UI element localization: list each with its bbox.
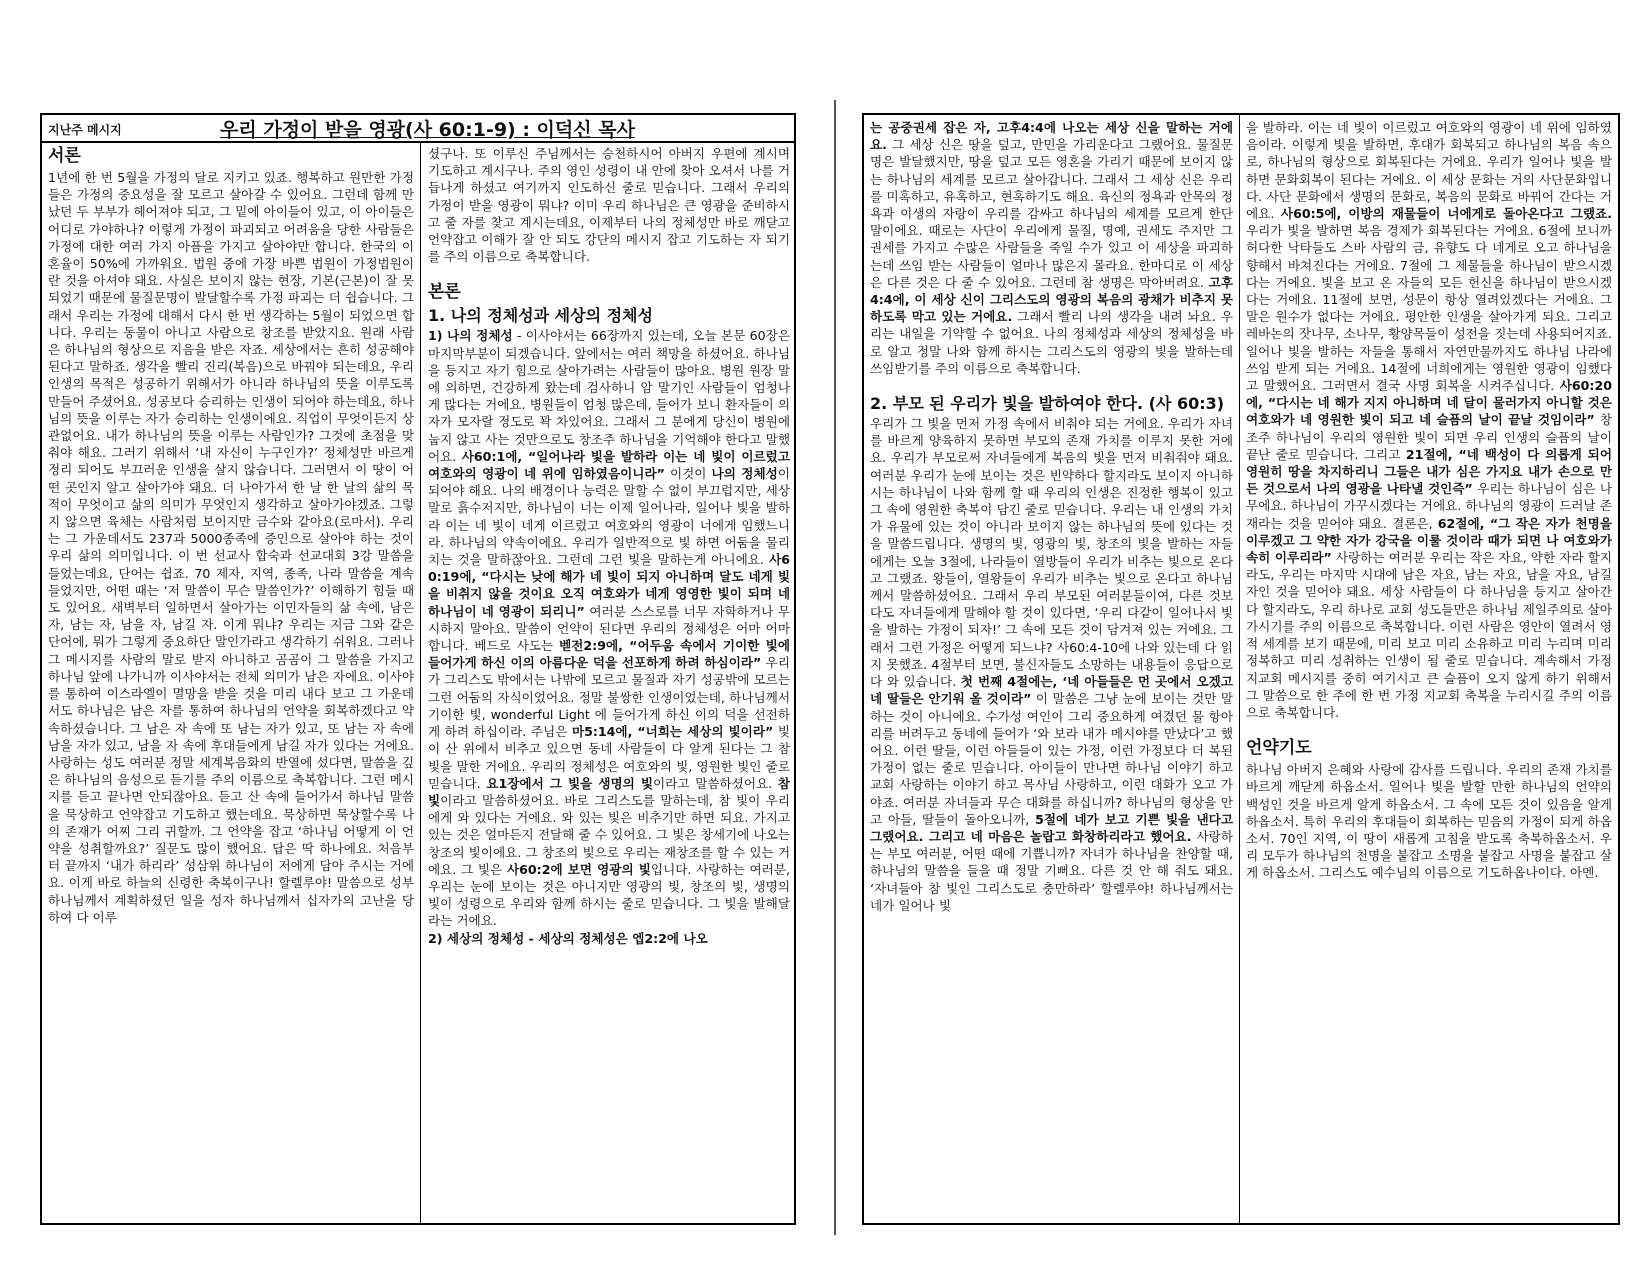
- bulletin-page-left: [40, 113, 796, 1225]
- page-header: [42, 115, 794, 143]
- emphasis-text: 사60:2에 보면 영광의 빛: [506, 861, 651, 877]
- point-label-my-identity: 1) 나의 정체성: [428, 328, 513, 344]
- column-intro: [48, 145, 414, 1221]
- scripture-quote: 21절에, “네 백성이 다 의롭게 되어 영원히 땅을 차지하리니 그들은 내가 심은 가지요 내가 손으로 만든 것으로서 나의 영광을 나타낼 것인즉”: [1246, 446, 1612, 497]
- scripture-quote: 첫 번째 4절에는, ‘네 아들들은 먼 곳에서 오겠고 네 딸들은 안기워 올 것이라”: [870, 674, 1233, 707]
- scripture-quote: 벧전2:9에, “어두움 속에서 기이한 빛에 들어가게 하신 이의 아름다운 덕을 선포하게 하려 하심이라”: [428, 638, 790, 671]
- emphasis-text: 참빛: [428, 775, 790, 808]
- prayer-paragraph: 하나님 아버지 은혜와 사랑에 감사를 드립니다. 우리의 존재 가치를 바르게 깨닫게 하옵소서. 일어나 빛을 발할 만한 하나님의 언약의 백성인 것을 바르게 알게 하옵소서. 그 속에 모든 것이 있음을 알게 하옵소서. 특히 우리의 후대들이 회복하는 믿음의 가정이 되게 하옵소서. 70인 지역, 이 땅이 새롭게 고침을 받도록 축복하옵소서. 우리 모두가 하나님의 천명을 붙잡고 소명을 붙잡고 사명을 붙잡고 살게 하옵소서. 그리스도 예수님의 이름으로 기도하옵나이다. 아멘.: [1246, 762, 1612, 881]
- column-divider: [420, 141, 421, 1223]
- section-heading-prayer: 언약기도: [1246, 738, 1312, 759]
- intro-paragraph: 1년에 한 번 5월을 가정의 달로 지키고 있죠. 행복하고 원만한 가정들은 가정의 중요성을 잘 모르고 살아갈 수 있어요. 그런데 함께 만났던 두 부부가 헤어져야 되고, 그 밑에 아이들이 있고, 이 아이들은 어디로 가야하나? 이렇게 가정이 파괴되고 어려움을 당한 사람들은 가정에 대한 여러 가지 아픔을 가지고 살아야만 합니다. 한국의 이혼율이 50%에 가까워요. 법원 중에 가장 바쁜 법원이 가정법원이란 것을 아셔야 돼요. 사실은 보이지 않는 현장, 기본(근본)이 잘 못 되었기 때문에 물질문명이 발달할수록 가정 파괴는 더 쉽습니다. 그래서 우리는 가정에 대해서 다시 한 번 생각하는 5월이 되었으면 합니다. 우리는 동물이 아니고 사람으로 창조를 받았지요. 원래 사람은 하나님의 형상으로 지음을 받은 자죠. 세상에서는 흔히 성공해야 된다고 말하죠. 생각을 빨리 진리(복음)으로 바꿔야 되는데요, 우리 인생의 목적은 성공하기 위해서가 아니라 하나님의 뜻을 이루도록 만들어 주셨어요. 성공보다 승리하는 인생이 되어야 하는데요, 하나님의 뜻을 이루는 자가 승리하는 인생이에요. 직업이 무엇이든지 상관없어요. 내가 하나님의 뜻을 이루는 사람인가? 그것에 초점을 맞춰야 해요. 그러기 위해서 ‘내 자신이 누구인가?’ 정체성만 바르게 정리 되어도 부끄러운 인생을 살지 않습니다. 그러면서 이 땅이 어떤 곳인지 알고 살아가야 돼요. 더 나아가서 한 날 한 날의 삶의 목적이 무엇이고 삶의 의미가 무엇인지 생각하고 살아가야겠죠. 그렇지 않으면 육체는 사람처럼 보이지만 금수와 같아요(로마서). 우리는 그 가운데서도 237과 5000종족에 증인으로 살아야 하는 것이 우리 삶의 의미입니다. 이 번 선교사 합숙과 선교대회 3강 말씀을 들었는데요, 단어는 쉽죠. 70 제자, 지역, 종족, 나라 말씀을 계속 들었지만, 어떤 때는 ‘저 말씀이 무슨 말씀인가?’ 이해하기 힘들 때도 있어요. 새벽부터 일하면서 살아가는 이민자들의 삶 속에, 남은 자, 남는 자, 남을 자, 남길 자. 이게 뭐냐? 우리는 지금 그와 같은 단어에, 뭐가 그렇게 중요하단 말인가라고 생각하기 쉬워요. 그러나 그 메시지를 사람의 말로 받지 아니하고 곰곰이 그 말씀을 가지고 하나님 앞에 나가니까 이사야서는 전체 의미가 남은 자에요. 이사야를 통하여 이스라엘이 멸망을 받을 것을 미리 내다 보고 그 가운데서도 하나님은 남은 자를 통하여 하나님의 언약을 회복하겠다고 약속하셨습니다. 그 남은 자 속에 또 남는 자가 있고, 또 남는 자 속에 남을 자가 있고, 남을 자 속에 후대들에게 남길 자가 있다는 거에요. 사랑하는 성도 여러분 정말 세계복음화의 반열에 섰다면, 말씀을 깊은 하나님의 음성으로 듣기를 주의 이름으로 축복합니다. 그런 메시지를 듣고 끝나면 안되잖아요. 듣고 산 속에 들어가서 하나님 말씀을 묵상하고 언약잡고 기도하고 했는데요. 묵상하면 묵상할수록 나의 존재가 어찌 그리 귀할까. 그 언약을 잡고 ‘하나님 어떻게 이 언약을 성취할까요?’ 질문도 많이 했어요. 답은 딱 하나에요. 처음부터 끝까지 ‘내가 하리라’ 성삼위 하나님이 저에게 담아 주시는 거에요. 이게 바로 하늘의 신령한 축복이구나! 할렐루야! 말씀으로 성부 하나님께서 계획하셨던 일을 성자 하나님께서 십자가의 고난을 당하여 다 이루: [48, 170, 414, 925]
- header-label: 지난주 메시지: [48, 123, 122, 137]
- scripture-quote: 는 공중권세 잡은 자, 고후4:4에 나오는 세상 신을 말하는 거에요.: [870, 120, 1233, 153]
- subheading-identity: 1. 나의 정체성과 세상의 정체성: [428, 306, 653, 326]
- column-body-1: [428, 145, 790, 1221]
- column-body-2: [870, 119, 1233, 1221]
- section-heading-intro: 서론: [48, 146, 81, 166]
- subheading-parents: 2. 부모 된 우리가 빛을 발하여야 한다. (사 60:3): [870, 394, 1225, 414]
- intro-continued-paragraph: 셨구나. 또 이루신 주님께서는 승천하시어 아버지 우편에 계시며 기도하고 계시구나. 주의 영인 성령이 내 안에 찾아 오셔서 나를 거듭나게 하셨고 여기까지 인도하신 줄로 믿습니다. 그래서 우리의 가정이 받을 영광이 뭐냐? 이미 우리 하나님은 큰 영광을 준비하시고 줄 자를 찾고 계시는데요, 이제부터 나의 정체성만 바로 깨닫고 언약잡고 이해가 잘 안 되도 강단의 메시지 잡고 기도하는 자 되기를 주의 이름으로 축복합니다.: [428, 146, 790, 265]
- sermon-title: 우리 가정이 받을 영광(사 60:1-9) : 이덕신 목사: [220, 119, 635, 141]
- identity-paragraph: 1) 나의 정체성 - 이사야서는 66장까지 있는데, 오늘 본문 60장은 마지막부분이 되겠습니다. 앞에서는 여러 책망을 하셨어요. 하나님을 등지고 자기 힘으로 살아가려는 사람들이 많아요. 병원 원장 말에 의하면, 건강하게 왔는데 검사하니 암 말기인 사람들이 엄청나게 많다는 거에요. 병원들이 엄청 많은데, 들어가 보니 환자들이 의자가 모자랄 정도로 꽉 차있어요. 그래서 그 분에게 당신이 병원에 눕지 않고 사는 것만으로도 창조주 하나님을 기억해야 한다고 말했어요. 사60:1에, “일어나라 빛을 발하라 이는 네 빛이 이르렀고 여호와의 영광이 네 위에 임하였음이니라” 이것이 나의 정체성이 되어야 해요. 나의 배경이나 능력은 말할 수 없이 부끄럽지만, 세상 말로 흙수저지만, 하나님이 너는 이제 일어나라, 일어나 빛을 발하라 이는 네 빛이 네게 이르렀고 여호와의 영광이 너에게 임했느니라. 하나님의 약속이에요. 우리가 일반적으로 빛 하면 어둠을 물리치는 것을 말하잖아요. 그런데 그런 빛을 말하는게 아니에요. 사60:19에, “다시는 낮에 해가 네 빛이 되지 아니하며 달도 네게 빛을 비취지 않을 것이요 오직 여호와가 네게 영영한 빛이 되며 네 하나님이 네 영광이 되리니” 여러분 스스로를 너무 자학하거나 무시하지 말아요. 말씀이 언약이 된다면 우리의 정체성은 어마 어마 합니다. 베드로 사도는 벧전2:9에, “어두움 속에서 기이한 빛에 들어가게 하신 이의 아름다운 덕을 선포하게 하려 하심이라” 우리가 그리스도 밖에서는 나밖에 모르고 물질과 자기 성공밖에 모르는 그런 어둠의 자식이었어요. 정말 불쌍한 인생이었는데, 하나님께서 기이한 빛, wonderful Light 에 들어가게 하신 이의 덕을 선전하게 하려 하십이라. 주님은 마5:14에, “너희는 세상의 빛이라” 빛이 산 위에서 비추고 있으면 동네 사람들이 다 알게 된다는 그 참 빛을 말한 거에요. 우리의 정체성은 여호와의 빛, 영원한 빛인 줄로 믿습니다. 요1장에서 그 빛을 생명의 빛이라고 말씀하셨어요. 참빛이라고 말씀하셨어요. 바로 그리스도를 말하는데, 참 빛이 우리에게 와 있다는 거에요. 와 있는 빛은 비추기만 하면 되요. 가지고 있는 것은 얼마든지 전달해 줄 수 있어요. 그 빛은 창세기에 나오는 창조의 빛이에요. 그 창조의 빛으로 우리는 재창조를 할 수 있는 거에요. 그 빛은 사60:2에 보면 영광의 빛입니다. 사랑하는 여러분, 우리는 눈에 보이는 것은 아니지만 영광의 빛, 창조의 빛, 생명의 빛이 성령으로 우리와 함께 하시는 줄로 믿습니다. 그 빛을 발해달라는 거에요.: [428, 328, 790, 929]
- scripture-quote: 고후4:4에, 이 세상 신이 그리스도의 영광의 복음의 광채가 비추지 못하도록 막고 있는 거에요.: [870, 274, 1233, 325]
- emphasis-text: 나의 정체성: [711, 466, 778, 482]
- section-heading-body: 본론: [428, 282, 461, 303]
- scripture-quote: 마5:14에, “너희는 세상의 빛이라”: [571, 724, 774, 740]
- scripture-quote: 62절에, “그 작은 자가 천명을 이루겠고 그 약한 자가 강국을 이룰 것이라 때가 되면 나 여호와가 속히 이루리라”: [1246, 515, 1612, 566]
- world-identity-paragraph: 는 공중권세 잡은 자, 고후4:4에 나오는 세상 신을 말하는 거에요. 그 세상 신은 땅을 덮고, 만민을 가리운다고 그랬어요. 물질문명은 발달했지만, 땅을 덮고 모든 영혼을 가리기 때문에 보이지 않는 하나님의 세계를 모르고 살아갑니다. 그래서 그 세상 신은 우리를 미혹하고, 유혹하고, 현혹하기도 해요. 육신의 정욕과 안목의 정욕과 이생의 자랑이 우리를 감싸고 하나님의 세계를 모르게 한단 말이에요. 때로는 사단이 우리에게 물질, 명예, 권세도 주지만 그 권세를 가지고 수많은 사람들을 죽일 수가 있고 이 세상을 파괴하는데 쓰임 받는 사람들이 얼마나 많은지 몰라요. 한마디로 이 세상은 다른 것은 다 줄 수 있어요. 그런데 참 생명은 막아버려요. 고후4:4에, 이 세상 신이 그리스도의 영광의 복음의 광채가 비추지 못하도록 막고 있는 거에요. 그래서 빨리 나의 생각을 내려 놔요. 우리는 내일을 기약할 수 없어요. 나의 정체성과 세상의 정체성을 바로 알고 정말 나와 함께 하시는 그리스도의 영광의 빛을 발하는데 쓰임받기를 주의 이름으로 축복합니다.: [870, 120, 1233, 376]
- blessing-paragraph: 을 발하라. 이는 네 빛이 이르렀고 여호와의 영광이 네 위에 임하였음이라. 이렇게 빛을 발하면, 후대가 회복되고 하나님의 복음 속으로, 하나님의 형상으로 회복된다는 거에요. 우리가 일어나 빛을 발하면 문화회복이 된다는 거에요. 이 세상 문화는 거의 사단문화입니다. 사단 문화에서 생명의 문화로, 복음의 문화로 바꿔어 간다는 거에요. 사60:5에, 이방의 재물들이 너에게로 돌아온다고 그랬죠. 우리가 빛을 발하면 복음 경제가 회복된다는 거에요. 6절에 보니까 허다한 낙타들도 스바 사람의 금, 유향도 다 네게로 오고 하나님을 향해서 바쳐진다는 거에요. 7절에 그 제물들을 하나님이 받으시겠다는 거에요. 빛을 보고 온 자들의 모든 헌신을 하나님이 받으시겠다는 거에요. 11절에 보면, 성문이 항상 열려있겠다는 거에요. 그 말은 원수가 없다는 거에요. 평안한 인생을 살아가게 되요. 그리고 레바논의 잣나무, 소나무, 황양목들이 성전을 짓는데 사용되어지죠. 일어나 빛을 발하는 자들을 통해서 자연만물까지도 하나님 나라에 쓰임 받게 되는 거에요. 14절에 너희에게는 영원한 영광이 임했다고 말했어요. 그러면서 결국 사명 회복을 시켜주십니다. 사60:20에, “다시는 네 해가 지지 아니하며 네 달이 물러가지 아니할 것은 여호와가 네 영원한 빛이 되고 네 슬픔의 날이 끝날 것임이라” 창조주 하나님이 우리의 영원한 빛이 되면 우리 인생의 슬픔의 날이 끝난 줄로 믿습니다. 그리고 21절에, “네 백성이 다 의롭게 되어 영원히 땅을 차지하리니 그들은 내가 심은 가지요 내가 손으로 만든 것으로서 나의 영광을 나타낼 것인즉” 우리는 하나님이 심은 나무에요. 하나님이 가꾸시겠다는 거에요. 하나님의 영광이 드러날 존재라는 것을 믿어야 돼요. 결론은, 62절에, “그 작은 자가 천명을 이루겠고 그 약한 자가 강국을 이룰 것이라 때가 되면 나 여호와가 속히 이루리라” 사랑하는 여러분 우리는 작은 자요, 약한 자라 할지라도, 우리는 마지막 시대에 남은 자요, 남는 자요, 남을 자요, 남길 자인 것을 믿어야 돼요. 세상 사람들이 다 하나님을 등지고 살아간다 할지라도, 우리 하나로 교회 성도들만은 하나님 제일주의로 살아가시기를 주의 이름으로 축복합니다. 이런 사람은 영안이 열려서 영적 세계를 보기 때문에, 미리 보고 미리 소유하고 미리 누리며 미리 정복하고 미리 성취하는 인생이 될 줄로 믿습니다. 계속해서 가정 지교회 메시지를 중히 여기시고 큰 슬픔이 오지 않게 하기 위해서 그 말씀으로 한 주에 한 번 가정 지교회 축복을 누리시길 주의 이름으로 축복합니다.: [1246, 120, 1612, 720]
- column-body-3: [1246, 119, 1612, 1221]
- scripture-quote: 5절에 네가 보고 기쁜 빛을 낸다고 그랬어요. 그리고 네 마음은 놀랍고 화창하리라고 했어요.: [870, 811, 1233, 844]
- scripture-quote: 사60:20에, “다시는 네 해가 지지 아니하며 네 달이 물러가지 아니할 것은 여호와가 네 영원한 빛이 되고 네 슬픔의 날이 끝날 것임이라”: [1246, 378, 1612, 428]
- scripture-quote: 사60:19에, “다시는 낮에 해가 네 빛이 되지 아니하며 달도 네게 빛을 비취지 않을 것이요 오직 여호와가 네게 영영한 빛이 되며 네 하나님이 네 영광이 되리니”: [428, 552, 790, 619]
- scripture-quote: 사60:1에, “일어나라 빛을 발하라 이는 네 빛이 이르렀고 여호와의 영광이 네 위에 임하였음이니라”: [428, 448, 790, 482]
- emphasis-text: 요1장에서 그 빛을 생명의 빛: [486, 775, 654, 791]
- point-label-world-identity: 2) 세상의 정체성 - 세상의 정체성은 엡2:2에 나오: [428, 930, 708, 946]
- column-divider: [1239, 115, 1240, 1223]
- page-gutter: [834, 100, 836, 1235]
- parents-paragraph: 우리가 그 빛을 먼저 가정 속에서 비춰야 되는 거에요. 우리가 자녀를 바르게 양육하지 못하면 부모의 존재 가치를 이루지 못한 거에요. 우리가 부모로써 자녀들에게 복음의 빛을 먼저 비춰줘야 돼요. 여러분 우리가 눈에 보이는 것은 빈약하다 할지라도 보이지 아니하시는 하나님이 나와 함께 할 때 우리의 인생은 진정한 행복이 있고 그 속에 영원한 축복이 담긴 줄로 믿습니다. 우리는 내 인생의 가치가 유물에 있는 것이 아니라 보이지 않는 하나님의 뜻에 있다는 것을 말씀드립니다. 생명의 빛, 영광의 빛, 창조의 빛을 발하는 자들에게는 오늘 3절에, 나라들이 열방들이 우리가 비추는 빛으로 온다고 그랬죠. 왕들이, 열왕들이 우리가 비추는 빛으로 온다고 하나님께서 말씀하셨어요. 그래서 우리 부모된 여러분들이여, 다른 것보다도 자녀들에게 말해야 할 것이 있다면, ‘우리 다같이 일어나서 빛을 발하는 가정이 되자!’ 그 속에 모든 것이 담겨져 있는 거에요. 그래서 그런 가정은 어떻게 되느냐? 사60:4-10에 나와 있는데 다 읽지 못했죠. 4절부터 보면, 불신자들도 소망하는 내용들이 응답으로 다 와 있습니다. 첫 번째 4절에는, ‘네 아들들은 먼 곳에서 오겠고 네 딸들은 안기워 올 것이라” 이 말씀은 그냥 눈에 보이는 것만 말하는 것이 아니에요. 수가성 여인이 그리 중요하게 여겼던 물 항아리를 버려두고 동네에 들어가 ‘와 보라 내가 메시야를 만났다’고 했어요. 이런 딸들, 이런 아들들이 있는 가정, 이런 가정보다 더 복된 가정이 없는 줄로 믿습니다. 아이들이 만나면 하나님 이야기 하고 교회 사랑하는 이야기 하고 목사님 사랑하고, 이런 대화가 오고 가야죠. 여러분 자녀들과 무슨 대화를 하십니까? 하나님의 형상을 안고 아들, 딸들이 돌아오니까, 5절에 네가 보고 기쁜 빛을 낸다고 그랬어요. 그리고 네 마음은 놀랍고 화창하리라고 했어요. 사랑하는 부모 여러분, 어떤 때에 기쁩니까? 자녀가 하나님을 찬양할 때, 하나님의 말씀을 들을 때 정말 기뻐요. 다른 것 안 해 줘도 돼요. ‘자녀들아 참 빛인 그리스도로 충만하라’ 할렐루야! 하나님께서는 네가 일어나 빛: [870, 416, 1233, 913]
- bulletin-page-right: [862, 113, 1620, 1225]
- scripture-quote: 사60:5에, 이방의 재물들이 너에게로 돌아온다고 그랬죠.: [1280, 206, 1612, 222]
